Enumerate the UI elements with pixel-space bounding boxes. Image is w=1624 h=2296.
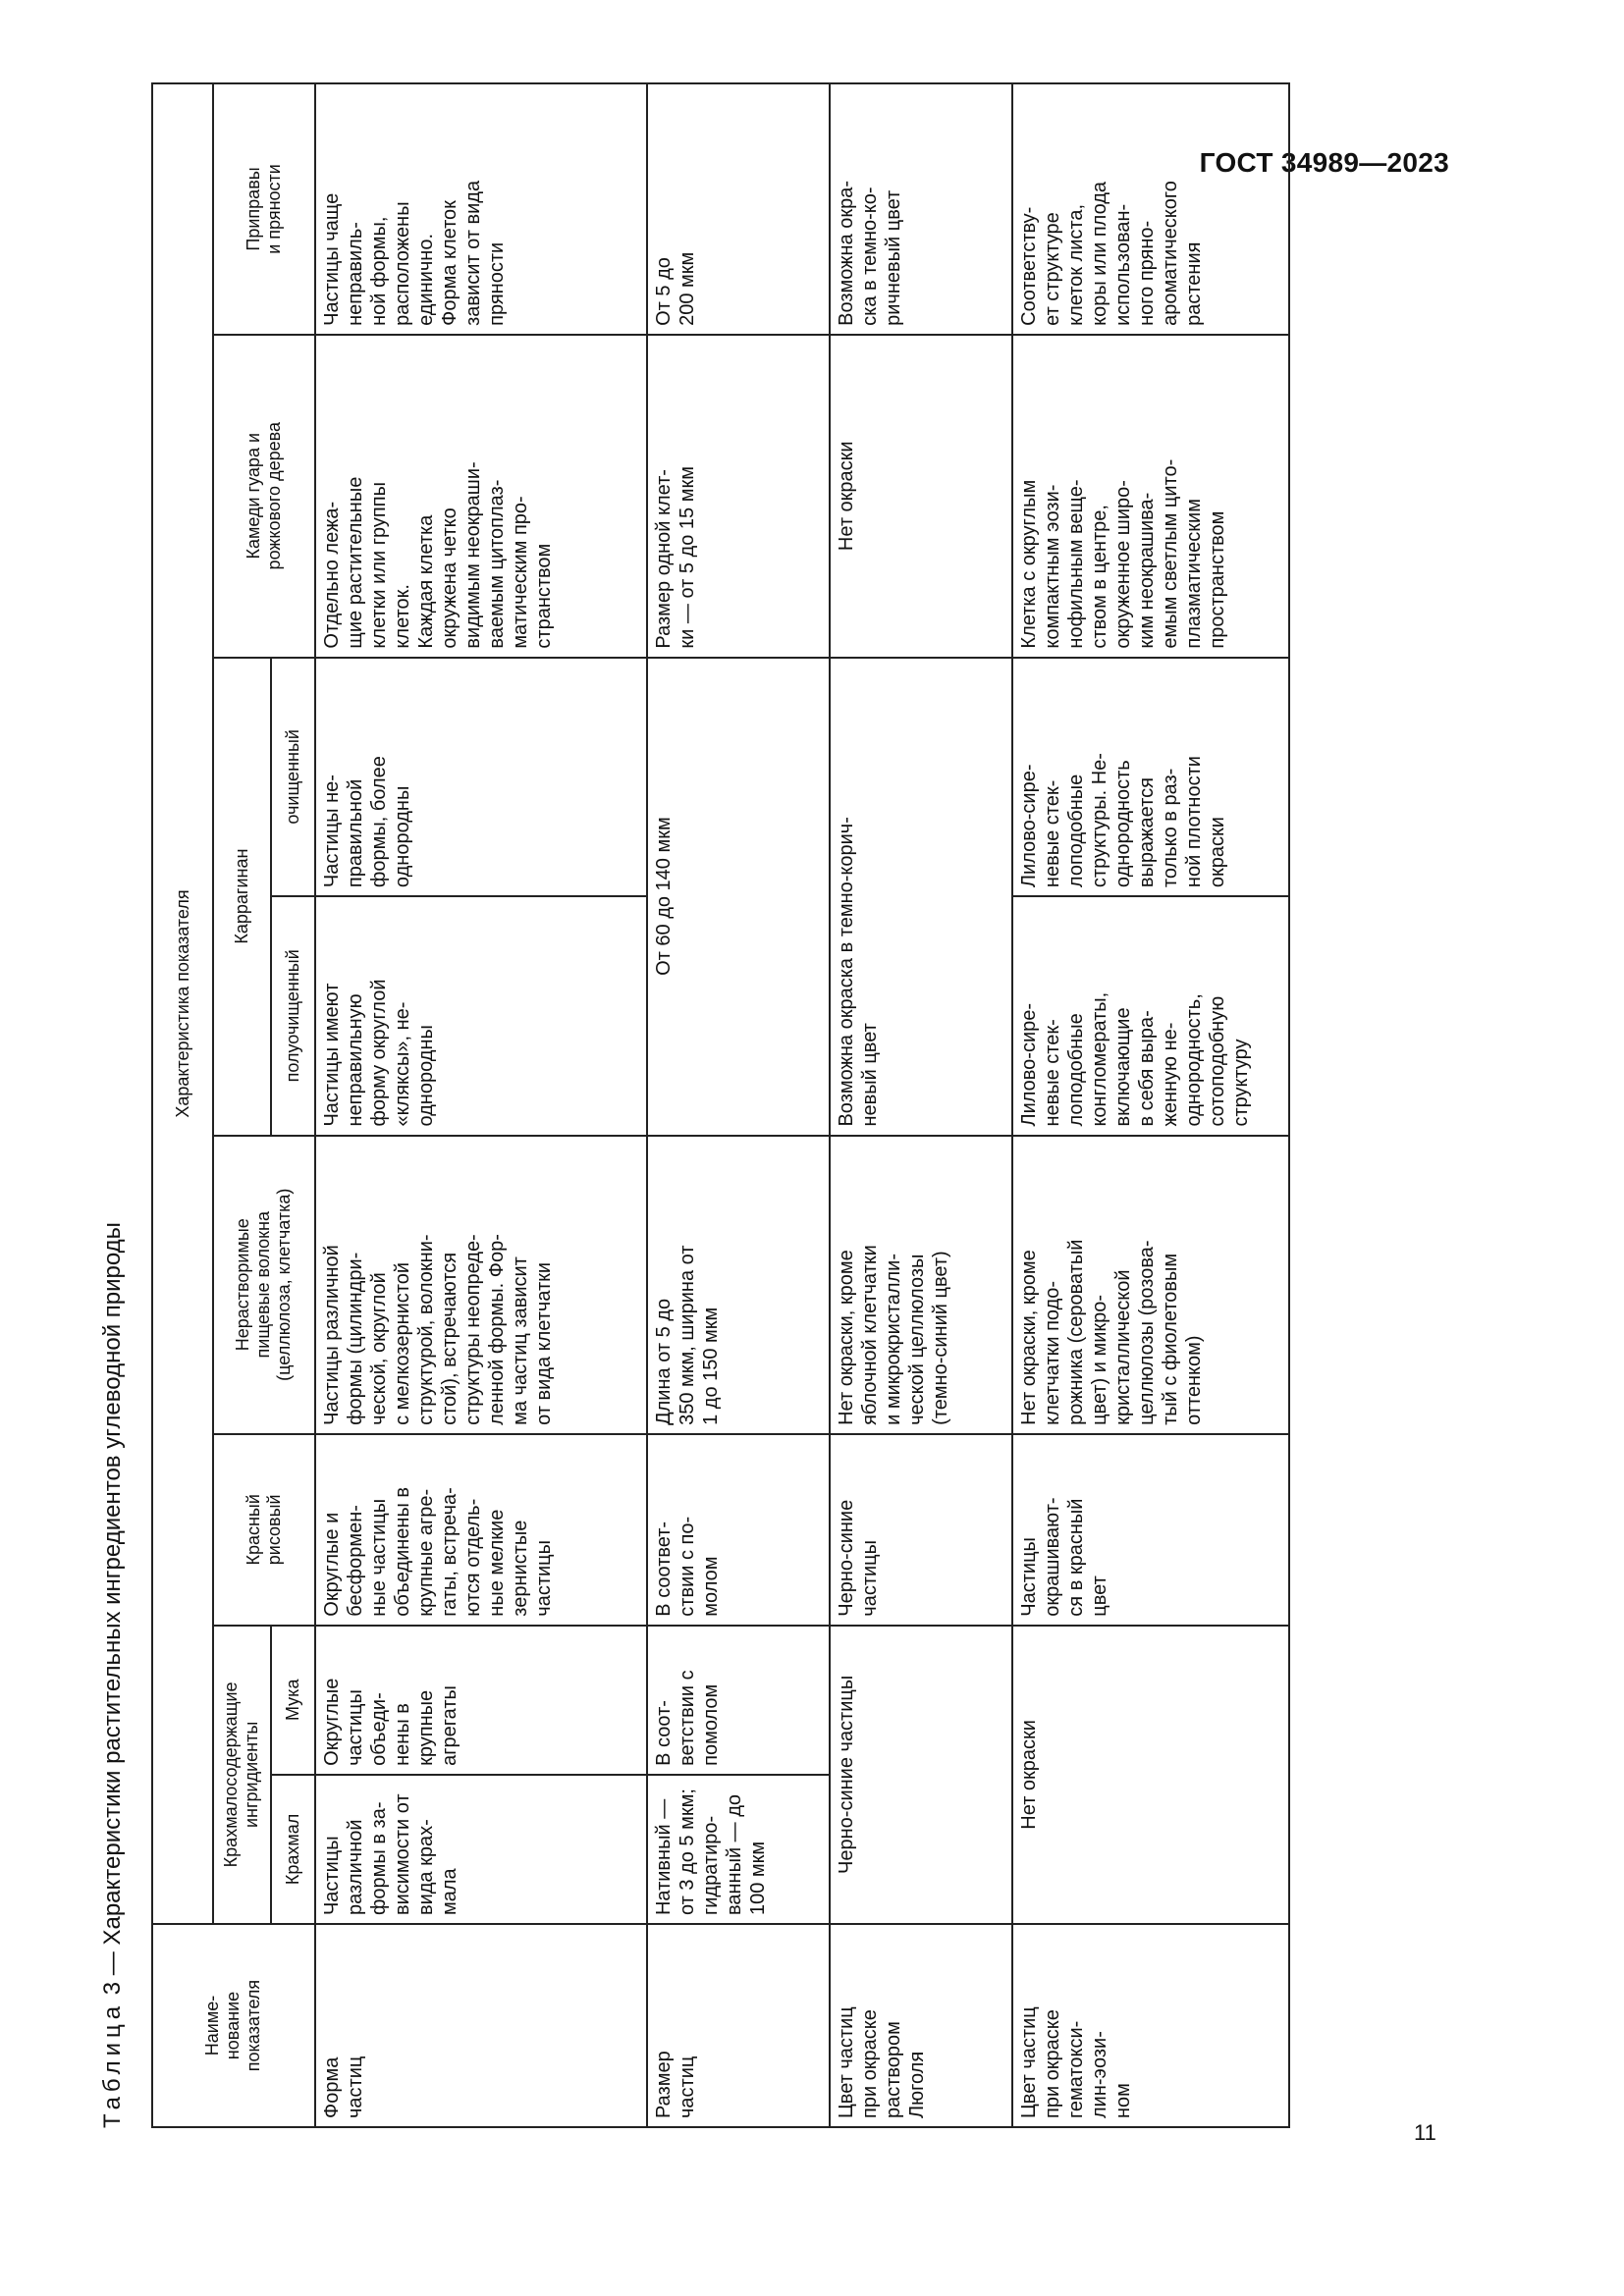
cell-spices: Соответству- ет структуре клеток листа, коры или плода использован- ного пряно- ароматического растения: [1012, 83, 1289, 335]
cell-spices: Частицы чаще неправиль- ной формы, расположены единично. Форма клеток зависит от вида пряности: [315, 83, 647, 335]
cell-red-rice: Частицы окрашивают- ся в красный цвет: [1012, 1434, 1289, 1626]
table-row: [1012, 83, 1289, 2127]
cell-flour: Округлые частицы объеди- нены в крупные агрегаты: [315, 1626, 647, 1775]
header-gums: Камеди гуара и рожкового дерева: [213, 335, 315, 658]
cell-starch-flour: Нет окраски: [1012, 1626, 1289, 1924]
row-name: Цвет частиц при окраске раствором Люголя: [830, 1924, 1012, 2127]
header-starch-group: Крахмалосодержащие ингридиенты: [213, 1626, 271, 1924]
cell-refined: Лилово-сире- невые стек- лоподобные структуры. Не- однородность выражается только в раз- ной плотности окраски: [1012, 658, 1289, 896]
header-flour: Мука: [271, 1626, 315, 1775]
cell-carrageenan: Возможна окраска в темно-корич- невый цвет: [830, 658, 1012, 1136]
cell-refined: Частицы не- правильной формы, более однородны: [315, 658, 647, 896]
header-starch: Крахмал: [271, 1775, 315, 1924]
page-number: 11: [1414, 2120, 1436, 2145]
cell-spices: Возможна окра- ска в темно-ко- ричневый цвет: [830, 83, 1012, 335]
header-characteristic: Характеристика показателя: [152, 83, 213, 1924]
header-indicator-name: Наиме- нование показателя: [152, 1924, 315, 2127]
cell-fiber: Частицы различной формы (цилиндри- ческой, округлой с мелкозернистой структурой, волокни- стой), встречаются структуры неопреде- ленной формы. Фор- ма частиц зависит от вида клетчатки: [315, 1136, 647, 1434]
header-red-rice: Красный рисовый: [213, 1434, 315, 1626]
header-refined: очищенный: [271, 658, 315, 896]
cell-red-rice: В соответ- ствии с по- молом: [647, 1434, 830, 1626]
table-caption-prefix: Таблица: [99, 2001, 126, 2128]
cell-red-rice: Черно-синие частицы: [830, 1434, 1012, 1626]
cell-semi-refined: Лилово-сире- невые стек- лоподобные конгломераты, включающие в себя выра- женную не- однородность, сотоподобную структуру: [1012, 896, 1289, 1135]
cell-gums: Размер одной клет- ки — от 5 до 15 мкм: [647, 335, 830, 658]
cell-fiber: Длина от 5 до 350 мкм, ширина от 1 до 150 мкм: [647, 1136, 830, 1434]
header-semi-refined: полуочищенный: [271, 896, 315, 1135]
document-code: ГОСТ 34989—2023: [1199, 147, 1449, 178]
table-row: [830, 83, 1012, 2127]
header-spices: Приправы и пряности: [213, 83, 315, 335]
header-fiber: Нерастворимые пищевые волокна (целлюлоза, клетчатка): [213, 1136, 315, 1434]
cell-red-rice: Округлые и бесформен- ные частицы объединены в крупные агре- гаты, встреча- ются отдель- ные мелкие зернистые частицы: [315, 1434, 647, 1626]
cell-fiber: Нет окраски, кроме яблочной клетчатки и микрокристалли- ческой целлюлозы (темно-синий цвет): [830, 1136, 1012, 1434]
cell-semi-refined: Частицы имеют неправильную форму округлой «кляксы», не- однородны: [315, 896, 647, 1135]
cell-starch-flour: Черно-синие частицы: [830, 1626, 1012, 1924]
row-name: Размер частиц: [647, 1924, 830, 2127]
cell-gums: Клетка с округлым компактным эози- нофильным веще- ством в центре, окруженное широ- ким неокрашива- емым светлым цито- плазматическим пространством: [1012, 335, 1289, 658]
cell-fiber: Нет окраски, кроме клетчатки подо- рожника (сероватый цвет) и микро- кристаллической целлюлозы (розова- тый с фиолетовым оттенком): [1012, 1136, 1289, 1434]
cell-flour: В соот- ветствии с помолом: [647, 1626, 830, 1775]
ingredients-table: [151, 82, 1290, 2128]
table-caption-text: 3 — Характеристики растительных ингредиентов углеводной природы: [99, 1222, 126, 2002]
cell-gums: Отдельно лежа- щие растительные клетки или группы клеток. Каждая клетка окружена четко видимым неокраши- ваемым цитоплаз- матическим про- странством: [315, 335, 647, 658]
header-carrageenan: Каррагинан: [213, 658, 271, 1136]
cell-gums: Нет окраски: [830, 335, 1012, 658]
cell-starch: Частицы различной формы в за- висимости от вида крах- мала: [315, 1775, 647, 1924]
rotated-table-sheet: [90, 82, 1253, 2128]
cell-spices: От 5 до 200 мкм: [647, 83, 830, 335]
table-row: [647, 83, 830, 2127]
row-name: Цвет частиц при окраске гематокси- лин-эози- ном: [1012, 1924, 1289, 2127]
row-name: Форма частиц: [315, 1924, 647, 2127]
cell-starch: Нативный — от 3 до 5 мкм; гидратиро- ванный — до 100 мкм: [647, 1775, 830, 1924]
table-caption: [90, 82, 157, 2128]
table-row: [315, 83, 647, 2127]
cell-carrageenan: От 60 до 140 мкм: [647, 658, 830, 1136]
